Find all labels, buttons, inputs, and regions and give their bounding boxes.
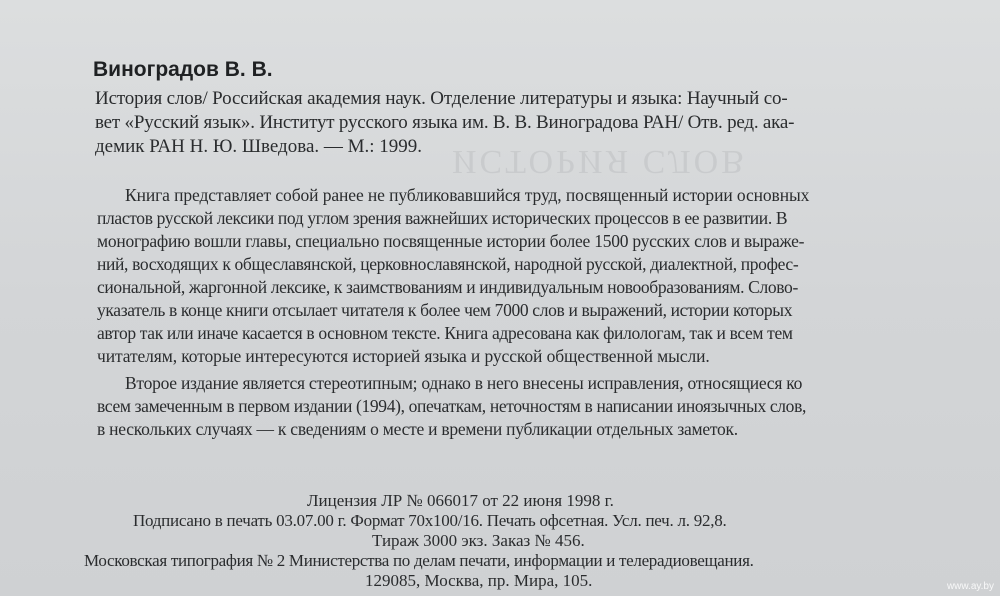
bib-line-2: вет «Русский язык». Институт русского языка им. В. В. Виноградова РАН/ Отв. ред. ака- bbox=[95, 112, 795, 133]
annotation-line: Второе издание является стереотипным; однако в него внесены исправления, относящиеся ко bbox=[125, 373, 803, 393]
site-watermark: www.ay.by bbox=[946, 581, 994, 592]
annotation-line: пластов русской лексики под углом зрения важнейших исторических процессов в ее развитии. В bbox=[97, 208, 788, 228]
imprint-address: 129085, Москва, пр. Мира, 105. bbox=[365, 571, 593, 590]
annotation-line: ний, восходящих к общеславянской, церковнославянской, народной русской, диалектной, профес- bbox=[97, 254, 799, 274]
annotation-line: Книга представляет собой ранее не публиковавшийся труд, посвященный истории основных bbox=[125, 185, 810, 205]
annotation-line: читателям, которые интересуются историей языка и русской общественной мысли. bbox=[97, 346, 710, 366]
show-through-title: ИСТОРИЯ СЛОВ bbox=[452, 143, 747, 180]
bib-line-1: История слов/ Российская академия наук. Отделение литературы и языка: Научный со- bbox=[95, 88, 788, 109]
annotation-line: монографию вошли главы, специально посвященные истории более 1500 русских слов и выраже- bbox=[97, 231, 805, 251]
imprint-printer: Московская типография № 2 Министерства по делам печати, информации и телерадиовещания. bbox=[84, 551, 754, 570]
annotation-line: автор так или иначе касается в основном тексте. Книга адресована как филологам, так и всем тем bbox=[97, 323, 793, 343]
author-name: Виноградов В. В. bbox=[93, 58, 273, 81]
bib-line-3: демик РАН Н. Ю. Шведова. — М.: 1999. bbox=[95, 136, 423, 157]
annotation-line: в нескольких случаях — к сведениям о месте и времени публикации отдельных заметок. bbox=[97, 419, 738, 439]
annotation-line: указатель в конце книги отсылает читателя к более чем 7000 слов и выражений, истории которых bbox=[97, 300, 793, 320]
annotation-line: сиональной, жаргонной лексике, к заимствованиям и индивидуальным новообразованиям. Слово- bbox=[97, 277, 798, 297]
imprint-license: Лицензия ЛР № 066017 от 22 июня 1998 г. bbox=[307, 491, 614, 510]
imprint-signed: Подписано в печать 03.07.00 г. Формат 70х100/16. Печать офсетная. Усл. печ. л. 92,8. bbox=[133, 511, 727, 530]
annotation-line: всем замеченным в первом издании (1994), опечаткам, неточностям в написании иноязычных слов, bbox=[97, 396, 807, 416]
imprint-run: Тираж 3000 экз. Заказ № 456. bbox=[372, 531, 585, 550]
